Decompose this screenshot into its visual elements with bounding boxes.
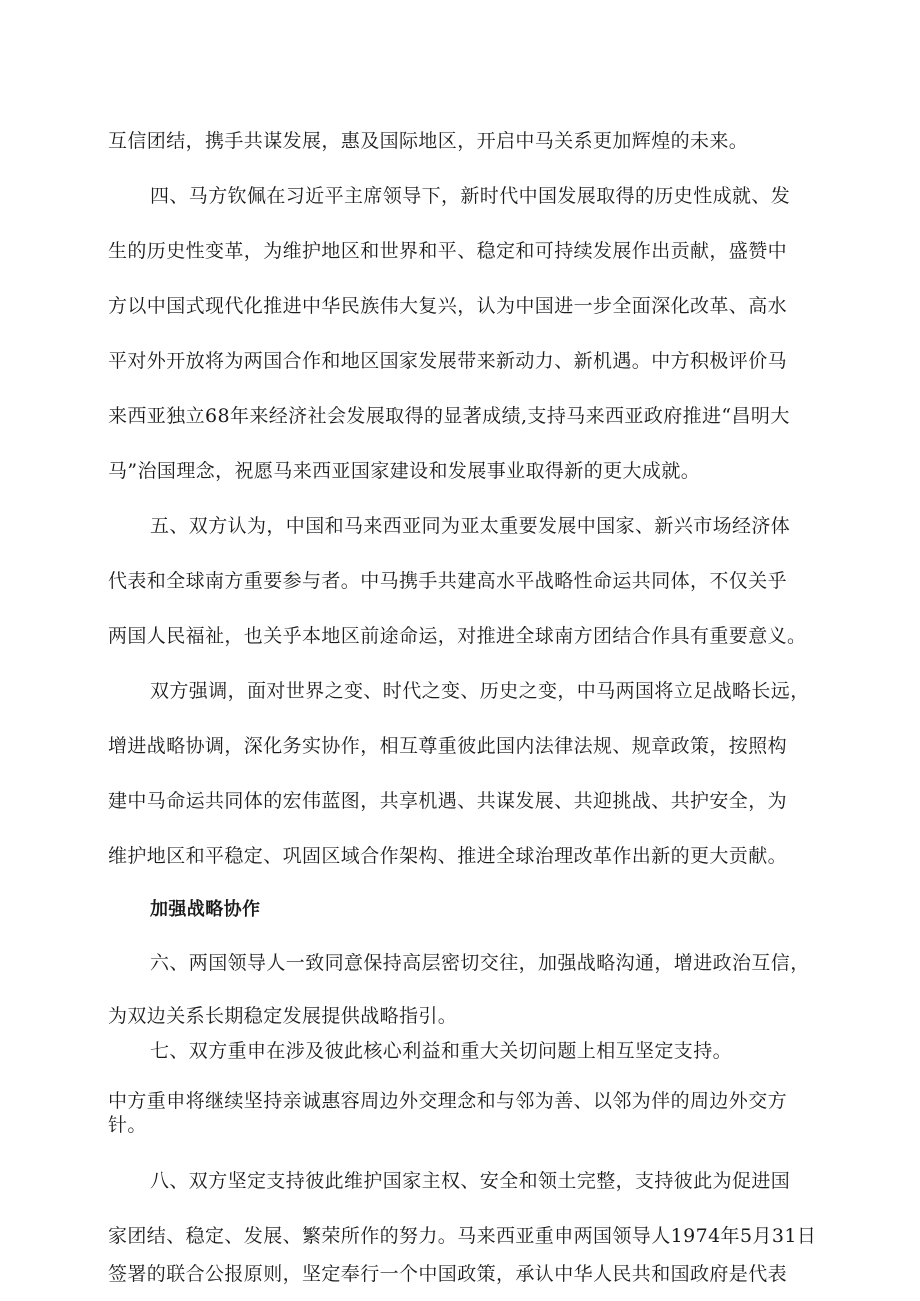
paragraph-line: 为双边关系长期稳定发展提供战略指引。: [108, 1005, 458, 1027]
paragraph-line: 双方强调，面对世界之变、时代之变、历史之变，中马两国将立足战略长远，: [150, 680, 810, 702]
paragraph-line: 七、双方重申在涉及彼此核心利益和重大关切问题上相互坚定支持。: [150, 1040, 733, 1062]
paragraph-line: 针。: [108, 1114, 147, 1136]
paragraph-line: 建中马命运共同体的宏伟蓝图，共享机遇、共谋发展、共迎挑战、共护安全，为: [108, 790, 788, 812]
paragraph-line: 中方重申将继续坚持亲诚惠容周边外交理念和与邻为善、以邻为伴的周边外交方: [108, 1090, 788, 1112]
paragraph-line: 互信团结，携手共谋发展，惠及国际地区，开启中马关系更加辉煌的未来。: [108, 130, 749, 152]
paragraph-line: 维护地区和平稳定、巩固区域合作架构、推进全球治理改革作出新的更大贡献。: [108, 845, 788, 867]
paragraph-line: 生的历史性变革，为维护地区和世界和平、稳定和可持续发展作出贡献，盛赞中: [108, 240, 788, 262]
paragraph-line: 六、两国领导人一致同意保持高层密切交往，加强战略沟通，增进政治互信，: [150, 952, 810, 974]
paragraph-line: 马”治国理念，祝愿马来西亚国家建设和发展事业取得新的更大成就。: [108, 460, 701, 482]
paragraph-line: 四、马方钦佩在习近平主席领导下，新时代中国发展取得的历史性成就、发: [150, 185, 791, 207]
paragraph-line: 五、双方认为，中国和马来西亚同为亚太重要发展中国家、新兴市场经济体: [150, 515, 791, 537]
paragraph-line: 增进战略协调，深化务实协作，相互尊重彼此国内法律法规、规章政策，按照构: [108, 735, 788, 757]
paragraph-line: 平对外开放将为两国合作和地区国家发展带来新动力、新机遇。中方积极评价马: [108, 350, 788, 372]
paragraph-line: 来西亚独立68年来经济社会发展取得的显著成绩,支持马来西亚政府推进“昌明大: [108, 405, 790, 427]
paragraph-line: 方以中国式现代化推进中华民族伟大复兴，认为中国进一步全面深化改革、高水: [108, 295, 788, 317]
paragraph-line: 八、双方坚定支持彼此维护国家主权、安全和领土完整，支持彼此为促进国: [150, 1170, 791, 1192]
paragraph-line: 签署的联合公报原则，坚定奉行一个中国政策，承认中华人民共和国政府是代表: [108, 1263, 788, 1285]
section-heading: 加强战略协作: [150, 899, 261, 920]
paragraph-line: 家团结、稳定、发展、繁荣所作的努力。马来西亚重申两国领导人1974年5月31日: [108, 1225, 817, 1247]
paragraph-line: 两国人民福祉，也关乎本地区前途命运，对推进全球南方团结合作具有重要意义。: [108, 625, 807, 647]
paragraph-line: 代表和全球南方重要参与者。中马携手共建高水平战略性命运共同体，不仅关乎: [108, 570, 788, 592]
